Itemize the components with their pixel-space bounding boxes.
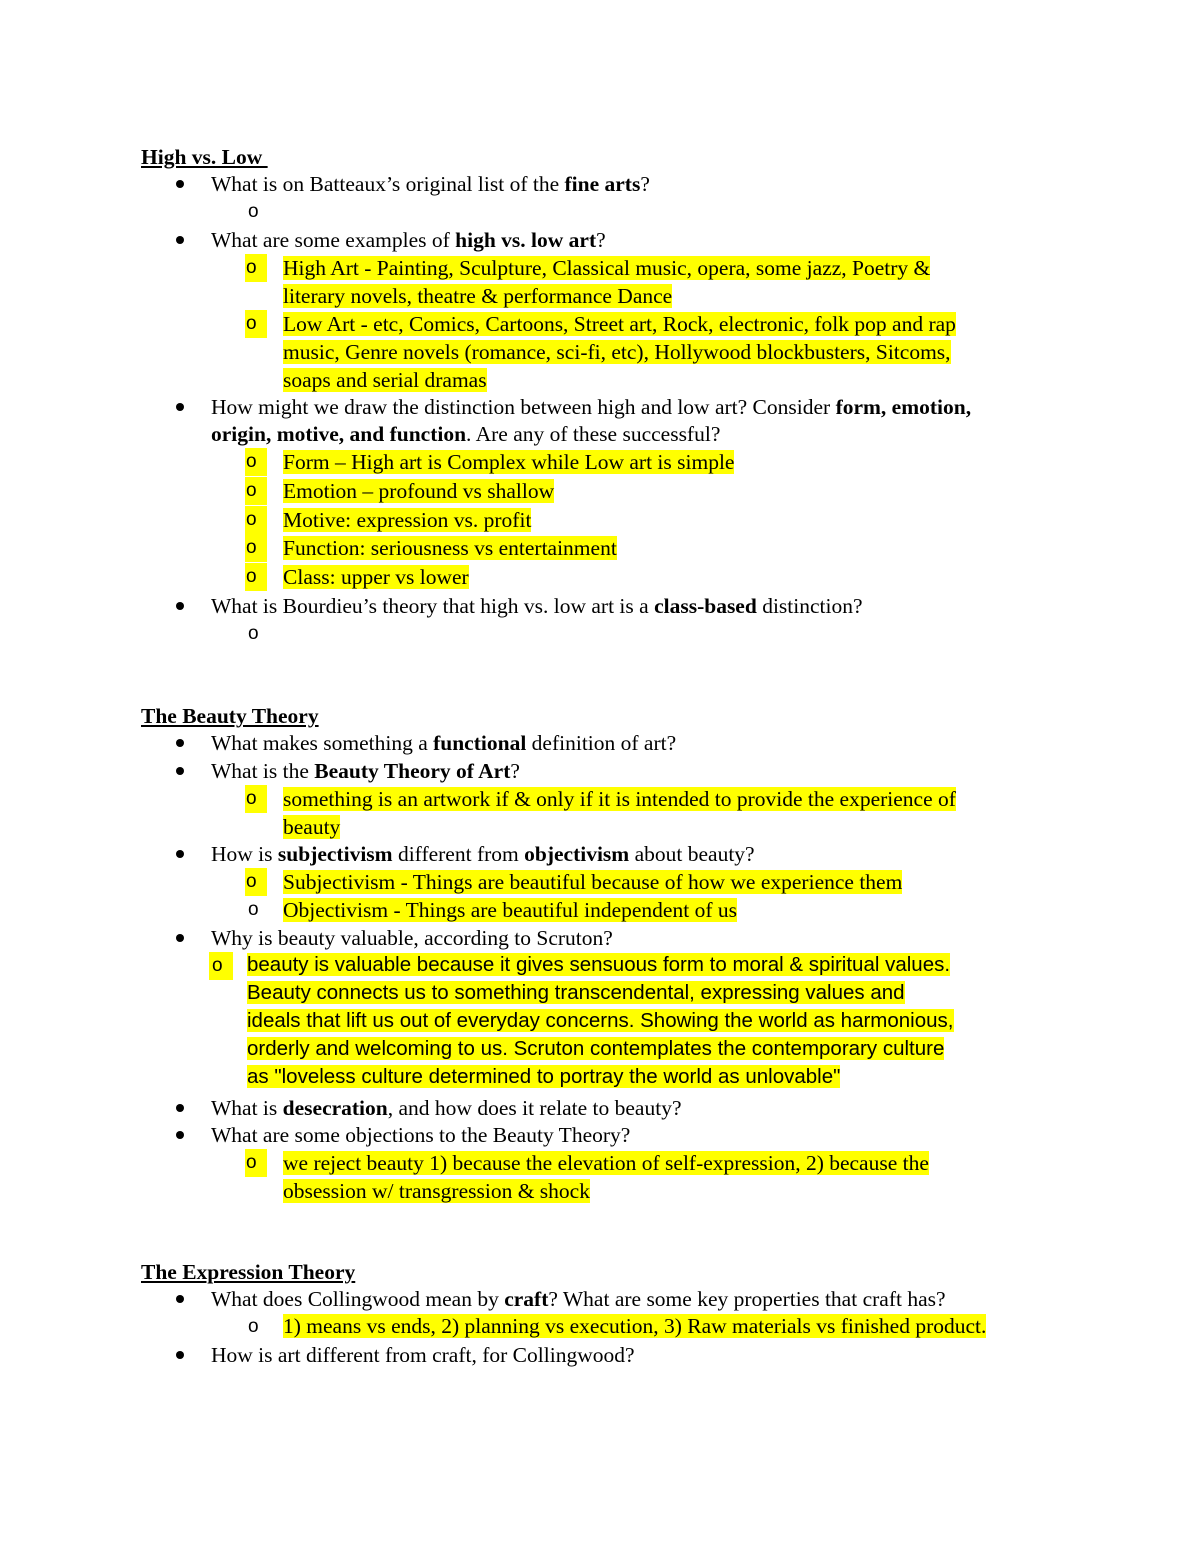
- question-subjectivism: How is subjectivism different from objectivism about beauty?: [211, 842, 755, 866]
- answer-low-art-cont: music, Genre novels (romance, sci-fi, etc), Hollywood blockbusters, Sitcoms,: [283, 340, 951, 364]
- question-objections: What are some objections to the Beauty Theory?: [211, 1123, 631, 1147]
- answer-function: Function: seriousness vs entertainment: [283, 536, 617, 560]
- answer-scruton-cont3: orderly and welcoming to us. Scruton contemplates the contemporary culture: [247, 1037, 945, 1060]
- answer-emotion: Emotion – profound vs shallow: [283, 479, 555, 503]
- question-distinction: How might we draw the distinction between high and low art? Consider form, emotion,: [211, 395, 972, 419]
- sub-bullet-icon: o: [245, 563, 267, 591]
- bullet-icon: [176, 1131, 184, 1139]
- bullet-icon: [176, 850, 184, 858]
- sub-bullet-icon: o: [245, 1149, 267, 1177]
- question-bourdieu: What is Bourdieu’s theory that high vs. low art is a class-based distinction?: [211, 594, 863, 618]
- sub-bullet-icon: o: [248, 899, 259, 920]
- question-art-vs-craft: How is art different from craft, for Collingwood?: [211, 1343, 635, 1367]
- answer-objectivism: Objectivism - Things are beautiful independent of us: [283, 898, 737, 922]
- question-beauty-theory: What is the Beauty Theory of Art?: [211, 759, 520, 783]
- answer-objections-cont: obsession w/ transgression & shock: [283, 1179, 590, 1203]
- sub-bullet-icon: o: [245, 868, 267, 896]
- sub-bullet-icon: o: [245, 785, 267, 813]
- answer-scruton-cont1: Beauty connects us to something transcendental, expressing values and: [247, 981, 905, 1004]
- question-desecration: What is desecration, and how does it relate to beauty?: [211, 1096, 682, 1120]
- sub-bullet-icon: o: [248, 623, 259, 644]
- bullet-icon: [176, 767, 184, 775]
- bullet-icon: [176, 602, 184, 610]
- sub-bullet-icon: o: [248, 201, 259, 222]
- answer-beauty-theory-cont: beauty: [283, 815, 341, 839]
- answer-scruton-cont2: ideals that lift us out of everyday concerns. Showing the world as harmonious,: [247, 1009, 954, 1032]
- answer-scruton: beauty is valuable because it gives sensuous form to moral & spiritual values.: [247, 953, 951, 976]
- sub-bullet-icon: o: [248, 1316, 259, 1337]
- bullet-icon: [176, 1295, 184, 1303]
- sub-bullet-icon: o: [245, 448, 267, 476]
- sub-bullet-icon: o: [245, 506, 267, 534]
- answer-craft: 1) means vs ends, 2) planning vs execution, 3) Raw materials vs finished product.: [283, 1314, 987, 1338]
- sub-bullet-icon: o: [209, 952, 233, 980]
- bullet-icon: [176, 1104, 184, 1112]
- bullet-icon: [176, 236, 184, 244]
- answer-high-art: High Art - Painting, Sculpture, Classical music, opera, some jazz, Poetry &: [283, 256, 931, 280]
- question-fine-arts: What is on Batteaux’s original list of the fine arts?: [211, 172, 650, 196]
- bullet-icon: [176, 180, 184, 188]
- bullet-icon: [176, 739, 184, 747]
- section-heading-beauty-theory: The Beauty Theory: [141, 704, 319, 728]
- question-craft: What does Collingwood mean by craft? What are some key properties that craft has?: [211, 1287, 946, 1311]
- bullet-icon: [176, 1351, 184, 1359]
- question-distinction-cont: origin, motive, and function. Are any of these successful?: [211, 422, 721, 446]
- bullet-icon: [176, 934, 184, 942]
- section-heading-high-vs-low: High vs. Low: [141, 145, 268, 169]
- question-scruton: Why is beauty valuable, according to Scruton?: [211, 926, 613, 950]
- sub-bullet-icon: o: [245, 477, 267, 505]
- answer-low-art: Low Art - etc, Comics, Cartoons, Street art, Rock, electronic, folk pop and rap: [283, 312, 956, 336]
- answer-low-art-cont2: soaps and serial dramas: [283, 368, 487, 392]
- bullet-icon: [176, 403, 184, 411]
- sub-bullet-icon: o: [245, 534, 267, 562]
- answer-class: Class: upper vs lower: [283, 565, 469, 589]
- question-high-low-examples: What are some examples of high vs. low art?: [211, 228, 606, 252]
- answer-form: Form – High art is Complex while Low art is simple: [283, 450, 735, 474]
- answer-scruton-cont4: as "loveless culture determined to portray the world as unlovable": [247, 1065, 841, 1088]
- section-heading-expression-theory: The Expression Theory: [141, 1260, 356, 1284]
- answer-high-art-cont: literary novels, theatre & performance Dance: [283, 284, 673, 308]
- question-functional: What makes something a functional definition of art?: [211, 731, 677, 755]
- answer-objections: we reject beauty 1) because the elevation of self-expression, 2) because the: [283, 1151, 929, 1175]
- answer-subjectivism: Subjectivism - Things are beautiful because of how we experience them: [283, 870, 903, 894]
- answer-beauty-theory: something is an artwork if & only if it is intended to provide the experience of: [283, 787, 956, 811]
- answer-motive: Motive: expression vs. profit: [283, 508, 532, 532]
- sub-bullet-icon: o: [245, 254, 267, 282]
- sub-bullet-icon: o: [245, 310, 267, 338]
